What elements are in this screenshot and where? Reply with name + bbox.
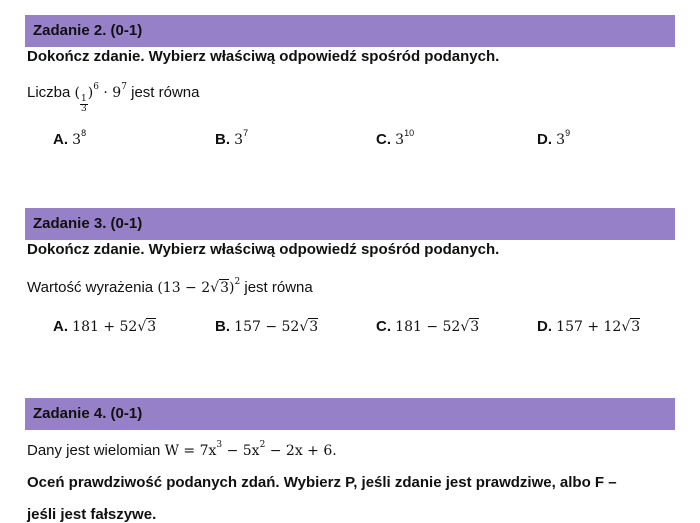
option-exponent: 8 (81, 128, 87, 138)
term: W = 7x (164, 443, 217, 459)
task-4-instruction-line1: Oceń prawdziwość podanych zdań. Wybierz P, jeśli zdanie jest prawdziwe, albo F – (27, 474, 617, 491)
term: − 2x + 6. (265, 443, 337, 459)
task-2-option-b[interactable] (215, 128, 248, 148)
option-base: 3 (395, 132, 405, 148)
option-expr: 157 + 12√ (556, 319, 631, 335)
exponent: 3 (216, 440, 223, 450)
option-exponent: 10 (404, 128, 415, 138)
radicand: 3 (309, 319, 319, 335)
radicand: 3 (147, 319, 157, 335)
radicand: 3 (220, 280, 229, 296)
task-3-option-c[interactable] (376, 318, 479, 335)
task-2-question (27, 82, 200, 114)
question-suffix: jest równa (244, 279, 313, 296)
option-letter: D. (537, 318, 552, 335)
task-3-question (27, 277, 313, 296)
option-exponent: 9 (565, 128, 571, 138)
option-exponent: 7 (243, 128, 249, 138)
question-suffix: jest równa (131, 84, 200, 101)
option-letter: B. (215, 131, 230, 148)
option-letter: B. (215, 318, 230, 335)
task-4-instruction-line2: jeśli jest fałszywe. (27, 506, 157, 523)
option-letter: A. (53, 318, 68, 335)
fraction (80, 95, 88, 114)
option-letter: C. (376, 318, 391, 335)
exponent: 7 (121, 82, 127, 92)
option-letter: A. (53, 131, 68, 148)
task-2-header: Zadanie 2. (0-1) (25, 15, 675, 47)
task-3-option-b[interactable] (215, 318, 318, 335)
option-letter: C. (376, 131, 391, 148)
exponent: 2 (259, 440, 266, 450)
task-3-option-d[interactable] (537, 318, 640, 335)
radicand: 3 (470, 319, 480, 335)
close-paren: ) (229, 280, 235, 296)
numerator: 1 (81, 94, 87, 104)
task-3-instruction: Dokończ zdanie. Wybierz właściwą odpowiedź spośród podanych. (27, 241, 500, 258)
task-3-header: Zadanie 3. (0-1) (25, 208, 675, 240)
option-base: 3 (234, 132, 244, 148)
task-2-instruction: Dokończ zdanie. Wybierz właściwą odpowiedź spośród podanych. (27, 48, 500, 65)
radicand: 3 (631, 319, 641, 335)
task-2-option-c[interactable] (376, 128, 414, 148)
question-math (157, 277, 241, 296)
option-letter: D. (537, 131, 552, 148)
option-expr: 181 + 52√ (72, 319, 147, 335)
exponent: 6 (93, 82, 99, 92)
option-base: 3 (72, 132, 82, 148)
option-expr: 157 − 52√ (234, 319, 309, 335)
task-2-option-a[interactable] (53, 128, 86, 148)
exponent: 2 (234, 277, 241, 287)
task-2-option-d[interactable] (537, 128, 570, 148)
option-expr: 181 − 52√ (395, 319, 470, 335)
task-4-polynomial (27, 440, 337, 459)
denominator: 3 (81, 104, 87, 114)
expr: (13 − 2√ (157, 280, 220, 296)
option-base: 3 (556, 132, 566, 148)
question-prefix: Liczba (27, 84, 71, 101)
polynomial-math (164, 440, 337, 459)
task-4-header: Zadanie 4. (0-1) (25, 398, 675, 430)
intro-text: Dany jest wielomian (27, 442, 161, 459)
dot: · (103, 85, 108, 101)
base: 9 (112, 85, 122, 101)
question-prefix: Wartość wyrażenia (27, 279, 154, 296)
term: − 5x (222, 443, 260, 459)
task-3-option-a[interactable] (53, 318, 156, 335)
question-math: ( $\frac{1}{3}$ )$^6 \cdot 9^7$ (74, 82, 127, 114)
